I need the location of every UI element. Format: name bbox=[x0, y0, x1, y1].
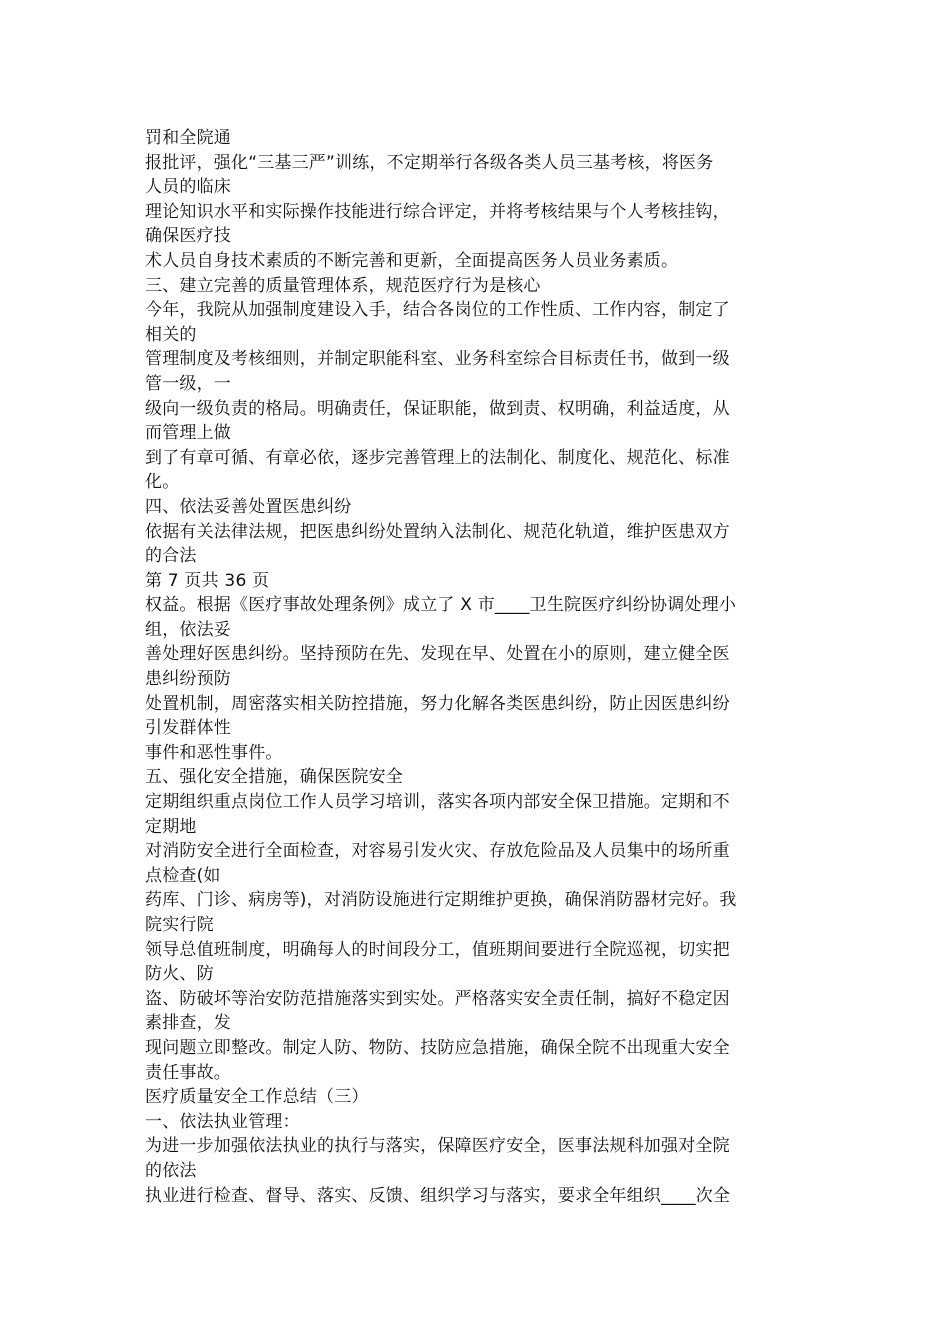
text-line: 管一级，一 bbox=[145, 373, 231, 394]
text-line: 化。 bbox=[145, 472, 180, 493]
text-line: 三、建立完善的质量管理体系，规范医疗行为是核心 bbox=[145, 275, 541, 296]
text-line: 级向一级负责的格局。明确责任，保证职能，做到责、权明确，利益适度，从 bbox=[145, 398, 730, 419]
text-line: 罚和全院通 bbox=[145, 128, 231, 148]
text-line: 点检查(如 bbox=[145, 865, 221, 886]
text-line: 理论知识水平和实际操作技能进行综合评定，并将考核结果与个人考核挂钩， bbox=[145, 201, 730, 222]
text-line: 一、依法执业管理： bbox=[145, 1111, 300, 1132]
text-line: 现问题立即整改。制定人防、物防、技防应急措施，确保全院不出现重大安全 bbox=[145, 1037, 730, 1058]
text-line: 术人员自身技术素质的不断完善和更新，全面提高医务人员业务素质。 bbox=[145, 250, 679, 271]
text-line: 确保医疗技 bbox=[145, 226, 231, 247]
text-line: 患纠纷预防 bbox=[145, 669, 231, 690]
text-line: 责任事故。 bbox=[145, 1062, 231, 1083]
text-line: 组，依法妥 bbox=[145, 619, 231, 640]
text-line: 五、强化安全措施，确保医院安全 bbox=[145, 767, 403, 788]
text-line: 第 7 页共 36 页 bbox=[145, 570, 270, 591]
text-line: 权益。根据《医疗事故处理条例》成立了 X 市____卫生院医疗纠纷协调处理小 bbox=[145, 595, 737, 616]
text-line: 的合法 bbox=[145, 546, 197, 567]
text-line: 四、依法妥善处置医患纠纷 bbox=[145, 496, 352, 517]
text-line: 人员的临床 bbox=[145, 177, 231, 198]
text-line: 到了有章可循、有章必依，逐步完善管理上的法制化、制度化、规范化、标准 bbox=[145, 447, 730, 468]
text-line: 盗、防破坏等治安防范措施落实到实处。严格落实安全责任制，搞好不稳定因 bbox=[145, 988, 730, 1009]
text-line: 善处理好医患纠纷。坚持预防在先、发现在早、处置在小的原则，建立健全医 bbox=[145, 644, 730, 665]
text-line: 的依法 bbox=[145, 1160, 197, 1181]
text-line: 素排查，发 bbox=[145, 1013, 231, 1034]
text-line: 今年，我院从加强制度建设入手，结合各岗位的工作性质、工作内容，制定了 bbox=[145, 300, 730, 321]
text-line: 而管理上做 bbox=[145, 423, 231, 444]
text-line: 院实行院 bbox=[145, 915, 214, 935]
text-line: 处置机制，周密落实相关防控措施，努力化解各类医患纠纷，防止因医患纠纷 bbox=[145, 693, 730, 714]
text-line: 定期地 bbox=[145, 816, 197, 837]
text-line: 防火、防 bbox=[145, 964, 214, 985]
text-line: 管理制度及考核细则，并制定职能科室、业务科室综合目标责任书，做到一级 bbox=[145, 349, 730, 370]
document-page bbox=[145, 126, 813, 1208]
text-line: 事件和恶性事件。 bbox=[145, 742, 283, 763]
text-line: 对消防安全进行全面检查，对容易引发火灾、存放危险品及人员集中的场所重 bbox=[145, 841, 730, 862]
text-line: 定期组织重点岗位工作人员学习培训，落实各项内部安全保卫措施。定期和不 bbox=[145, 792, 730, 813]
text-line: 医疗质量安全工作总结（三） bbox=[145, 1087, 369, 1108]
text-line: 为进一步加强依法执业的执行与落实，保障医疗安全，医事法规科加强对全院 bbox=[145, 1136, 730, 1157]
text-line: 报批评，强化“三基三严”训练，不定期举行各级各类人员三基考核，将医务 bbox=[145, 152, 714, 173]
text-line: 领导总值班制度，明确每人的时间段分工，值班期间要进行全院巡视，切实把 bbox=[145, 939, 730, 960]
text-line: 依据有关法律法规，把医患纠纷处置纳入法制化、规范化轨道，维护医患双方 bbox=[145, 521, 730, 542]
text-line: 引发群体性 bbox=[145, 718, 231, 739]
text-line: 药库、门诊、病房等)，对消防设施进行定期维护更换，确保消防器材完好。我 bbox=[145, 890, 737, 911]
text-line: 执业进行检查、督导、落实、反馈、组织学习与落实，要求全年组织____次全 bbox=[145, 1185, 731, 1206]
text-line: 相关的 bbox=[145, 324, 197, 345]
